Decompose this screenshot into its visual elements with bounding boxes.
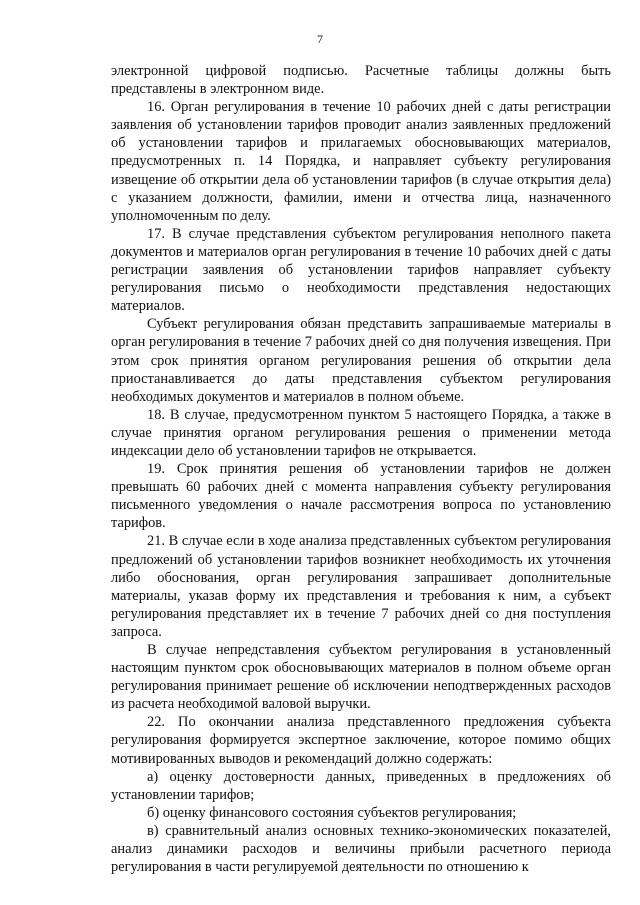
document-body bbox=[111, 62, 611, 876]
paragraph-clause-22: 22. По окончании анализа представленного предложения субъекта регулирования формируется экспертное заключение, которое помимо общих мотивированных выводов и рекомендаций должно содержать: bbox=[111, 714, 611, 767]
paragraph-continuation: электронной цифровой подписью. Расчетные таблицы должны быть представлены в электронном виде. bbox=[111, 63, 611, 98]
list-item-v: в) сравнительный анализ основных технико-экономических показателей, анализ динамики расходов и величины прибыли расчетного периода регулирования в части регулируемой деятельности по отношению к bbox=[111, 822, 611, 876]
paragraph-clause-18: 18. В случае, предусмотренном пунктом 5 настоящего Порядка, а также в случае принятия органом регулирования решения о применении метода индексации дело об установлении тарифов не открывается. bbox=[111, 406, 611, 459]
list-item-a: а) оценку достоверности данных, приведенных в предложениях об установлении тарифов; bbox=[111, 768, 611, 803]
paragraph-clause-19: 19. Срок принятия решения об установлении тарифов не должен превышать 60 рабочих дней с момента направления субъекту регулирования письменного уведомления о начале рассмотрения вопроса по установлению тарифов. bbox=[111, 461, 611, 532]
paragraph-clause-17-obligation: Субъект регулирования обязан представить запрашиваемые материалы в орган регулирования в течение 7 рабочих дней со дня получения извещения. При этом срок принятия органом регулирования решения об открытии дела приостанавливается до даты представления субъектом регулирования необходимых документов и материалов в полном объеме. bbox=[111, 316, 611, 405]
paragraph-clause-21-nonsubmission: В случае непредставления субъектом регулирования в установленный настоящим пунктом срок обосновывающих материалов в полном объеме орган регулирования принимает решение об исключении неподтвержденных расходов из расчета необходимой валовой выручки. bbox=[111, 642, 611, 713]
page-number: 7 bbox=[317, 32, 323, 46]
paragraph-clause-21: 21. В случае если в ходе анализа представленных субъектом регулирования предложений об установлении тарифов возникнет необходимость их уточнения либо обоснования, орган регулирования запрашивает дополнительные материалы, указав форму их представления и требования к ним, а субъект регулирования представляет их в течение 7 рабочих дней со дня поступления запроса. bbox=[111, 533, 611, 640]
paragraph-clause-17: 17. В случае представления субъектом регулирования неполного пакета документов и материалов орган регулирования в течение 10 рабочих дней с даты регистрации заявления об установлении тарифов направляет субъекту регулирования письмо о необходимости представления недостающих материалов. bbox=[111, 225, 611, 315]
list-item-b: б) оценку финансового состояния субъектов регулирования; bbox=[147, 804, 517, 821]
paragraph-clause-16: 16. Орган регулирования в течение 10 рабочих дней с даты регистрации заявления об установлении тарифов проводит анализ заявленных предложений об установлении тарифов и прилагаемых обосновывающих материалов, предусмотренных п. 14 Порядка, и направляет субъекту регулирования извещение об открытии дела об установлении тарифов (в случае открытия дела) с указанием должности, фамилии, имени и отчества лица, назначенного уполномоченным по делу. bbox=[111, 99, 611, 224]
